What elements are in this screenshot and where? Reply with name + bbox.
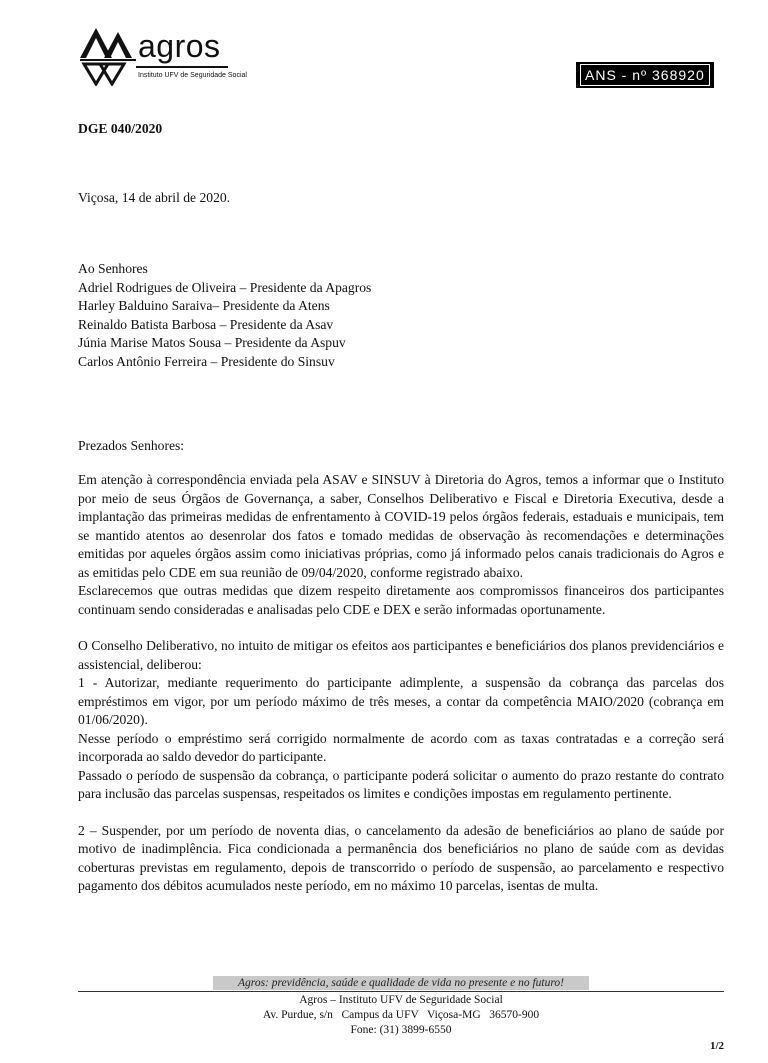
logo-subtitle: Instituto UFV de Seguridade Social (138, 72, 247, 79)
body-paragraph: Nesse período o empréstimo será corrigido normalmente de acordo com as taxas contratadas e a correção será incorporada ao saldo devedor do participante. (78, 730, 724, 764)
body-paragraph: Em atenção à correspondência enviada pela ASAV e SINSUV à Diretoria do Agros, temos a informar que o Instituto por meio de seus Órgãos de Governança, a saber, Conselhos Deliberativo e Fiscal e Diretoria Executiva, desde a implantação das primeiras medidas de enfrentamento à COVID-19 pelos órgãos federais, estaduais e municipais, tem se mantido atentos ao desenrolar dos fatos e tomado medidas de observação às recomendações e determinações emitidas por aqueles órgãos assim como iniciativas próprias, como já informado pelos canais tradicionais do Agros e as emitidas pelo CDE em sua reunião de 09/04/2020, conforme registrado abaixo. (78, 472, 724, 580)
body-paragraph: O Conselho Deliberativo, no intuito de mitigar os efeitos aos participantes e beneficiários dos planos previdenciários e assistencial, deliberou: (78, 638, 724, 672)
recipient-line: Reinaldo Batista Barbosa – Presidente da Asav (78, 316, 334, 332)
footer-line: Fone: (31) 3899-6550 (350, 1024, 452, 1036)
footer-address (78, 993, 724, 1038)
recipient-line: Ao Senhores (78, 261, 148, 276)
footer-line: Av. Purdue, s/n Campus da UFV Viçosa-MG 36570-900 (262, 1009, 540, 1021)
recipient-line: Harley Balduino Saraiva– Presidente da Atens (78, 298, 330, 313)
body-paragraph: Passado o período de suspensão da cobrança, o participante poderá solicitar o aumento do prazo restante do contrato para inclusão das parcelas suspensas, respeitados os limites e condições impostas em regulamento pertinente. (78, 767, 724, 801)
document-reference: DGE 040/2020 (78, 121, 163, 136)
body-paragraph: Esclarecemos que outras medidas que dizem respeito diretamente aos compromissos financeiros dos participantes continuam sendo consideradas e analisadas pelo CDE e DEX e serão informadas oportunamente. (78, 583, 724, 617)
letter-date: Viçosa, 14 de abril de 2020. (78, 190, 231, 205)
body-paragraph: 1 - Autorizar, mediante requerimento do participante adimplente, a suspensão da cobrança das parcelas dos empréstimos em vigor, por um período máximo de três meses, a contar da competência MAIO/2020 (cobrança em 01/06/2020). (78, 675, 724, 727)
body-paragraph: 2 – Suspender, por um período de noventa dias, o cancelamento da adesão de beneficiários ao plano de saúde por motivo de inadimplência. Fica condicionada a permanência dos beneficiários no plano de saúde com as devidas coberturas previstas em regulamento, depois de transcorrido o período de suspensão, ao parcelamento e respectivo pagamento dos débitos acumulados neste período, em no máximo 10 parcelas, isentas de multa. (78, 822, 724, 893)
page-number: 1/2 (709, 1040, 724, 1052)
paragraph-gap (78, 804, 724, 822)
paragraph-gap (78, 619, 724, 637)
agros-logo (78, 24, 247, 88)
footer-line: Agros – Instituto UFV de Seguridade Social (299, 994, 503, 1006)
footer-divider (78, 991, 724, 992)
logo-wordmark: agros (138, 28, 221, 64)
footer-slogan: Agros: previdência, saúde e qualidade de vida no presente e no futuro! (213, 976, 589, 990)
recipient-line: Carlos Antônio Ferreira – Presidente do Sinsuv (78, 353, 335, 369)
recipient-line: Júnia Marise Matos Sousa – Presidente da Aspuv (78, 335, 346, 350)
ans-registration-badge (576, 62, 714, 88)
recipient-line: Adriel Rodrigues de Oliveira – Presidente da Apagros (78, 279, 372, 295)
recipients-block (78, 260, 724, 371)
greeting: Prezados Senhores: (78, 438, 185, 453)
ans-registration-text: ANS - nº 368920 (580, 64, 710, 86)
letter-body (78, 471, 724, 896)
agros-emblem-icon (78, 24, 138, 86)
logo-rule (136, 66, 228, 68)
